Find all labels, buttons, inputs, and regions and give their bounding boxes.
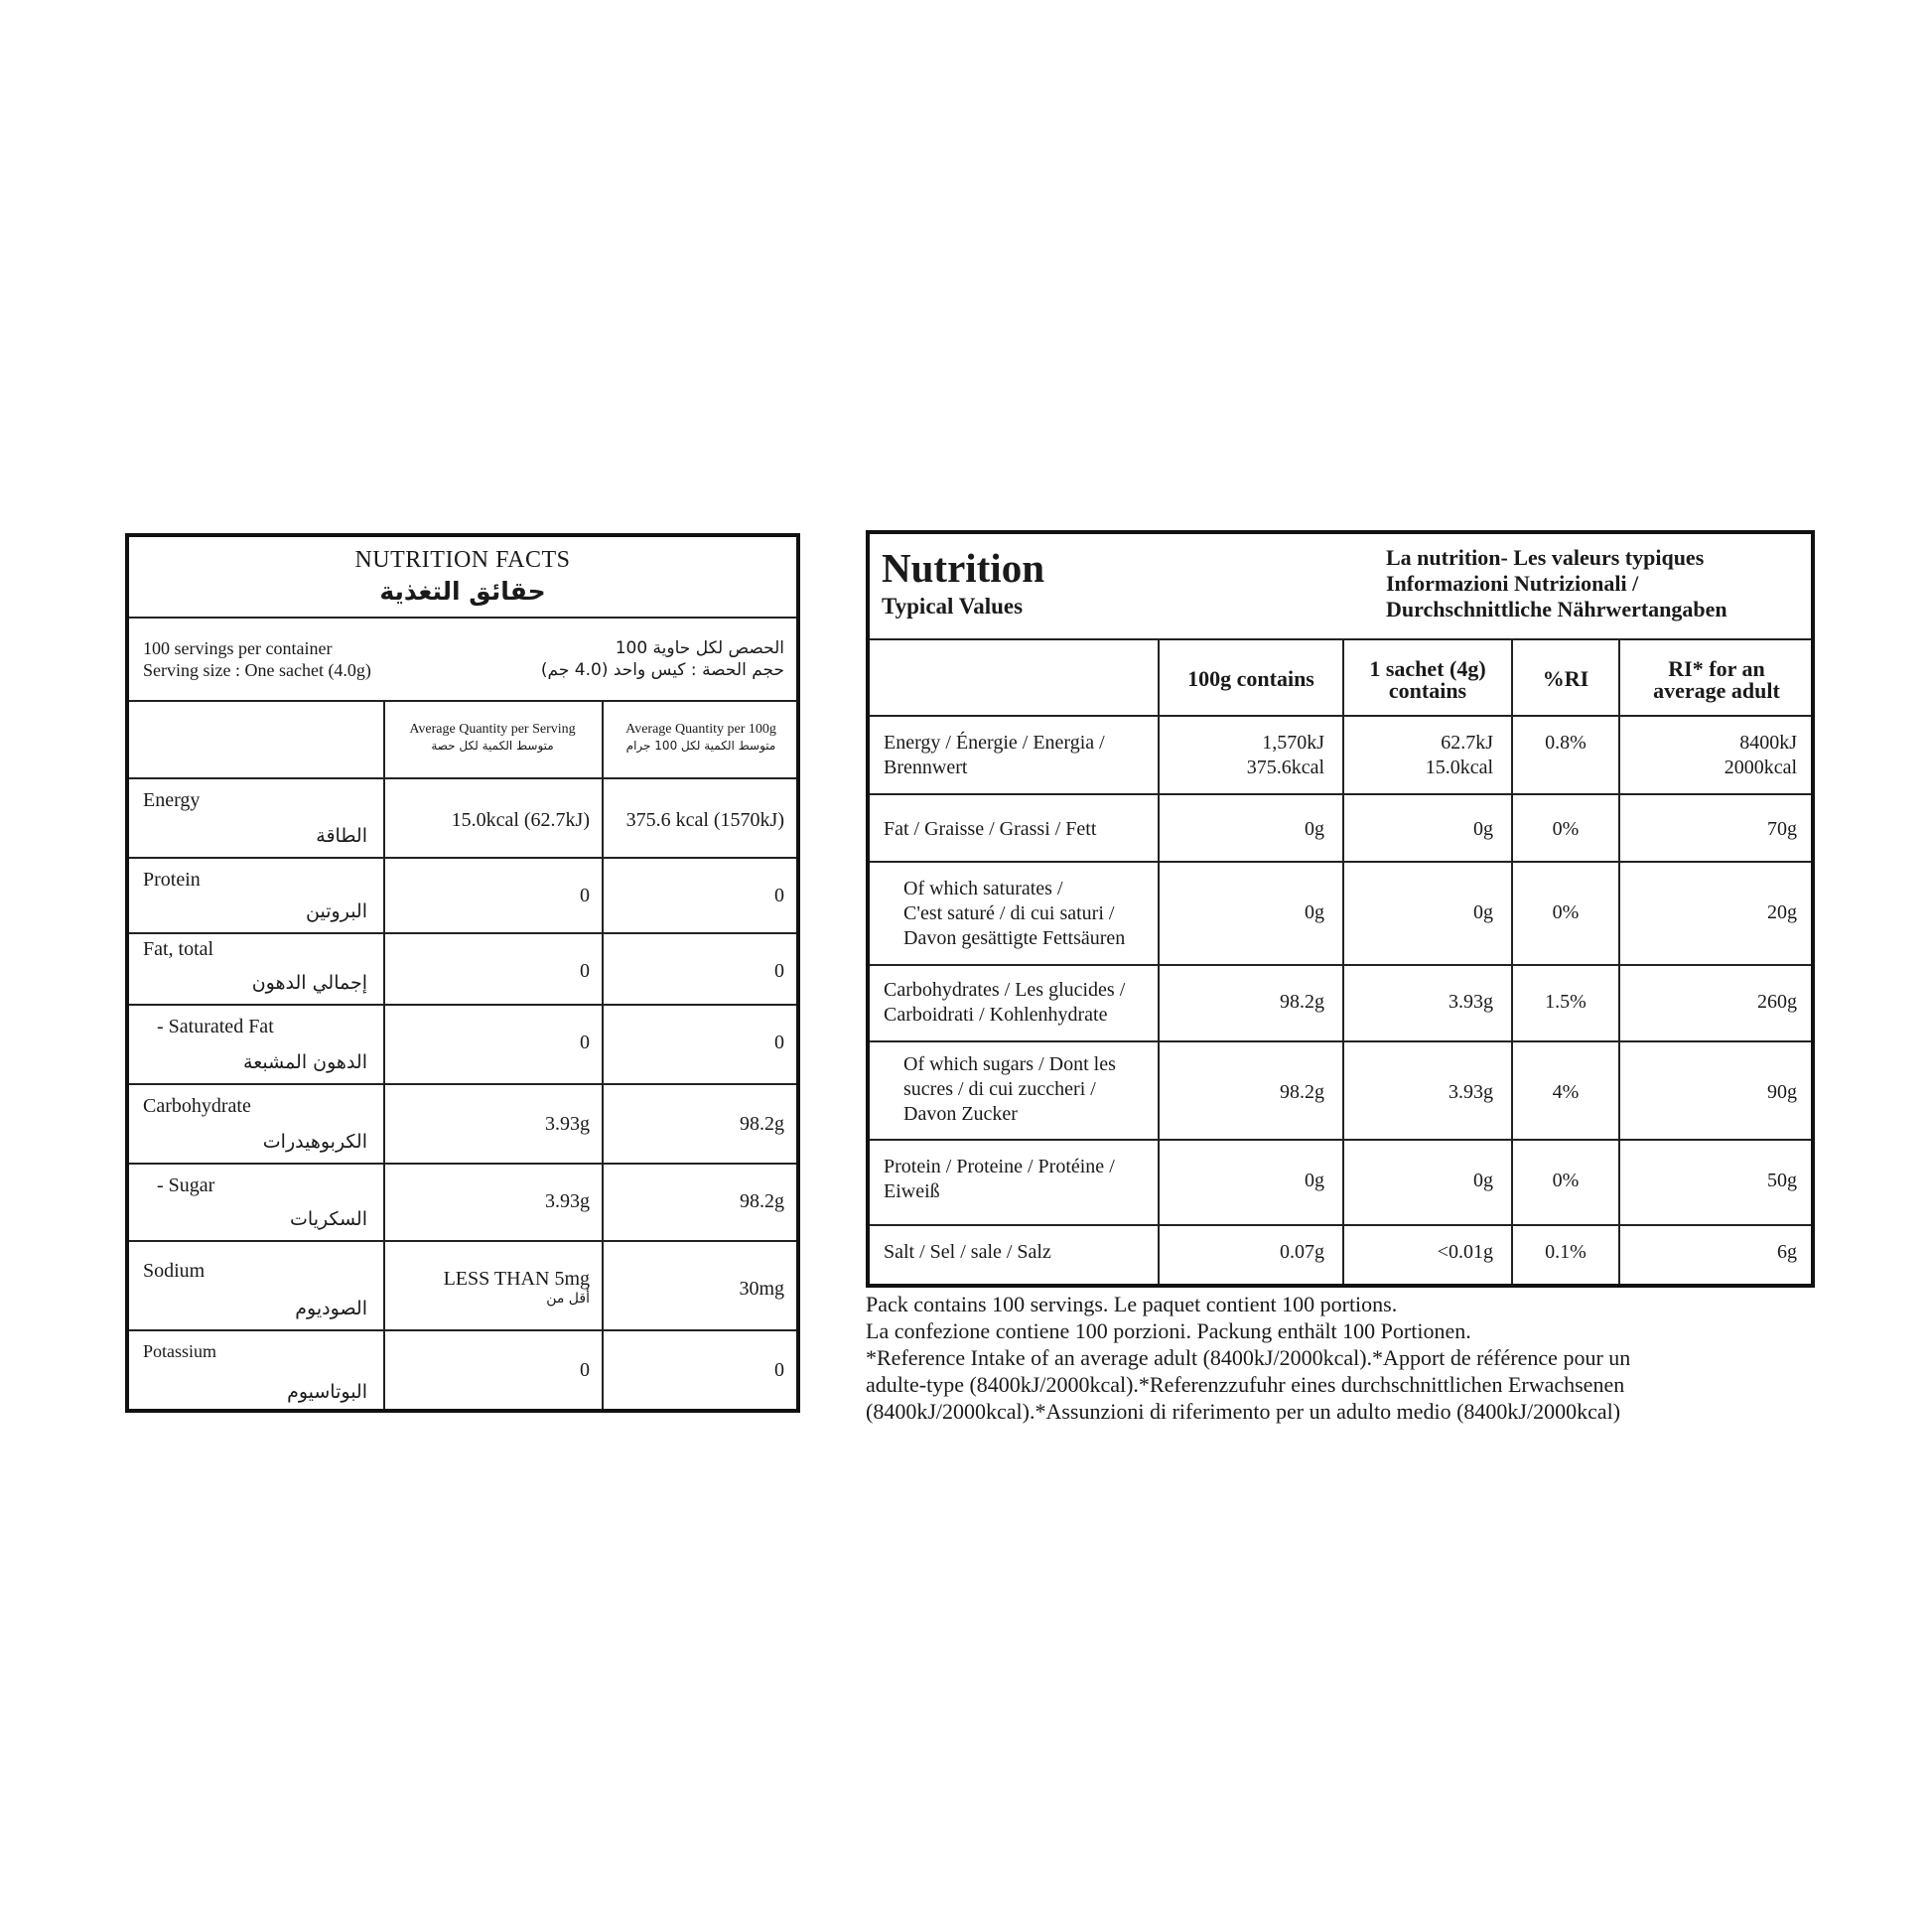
table-row (870, 795, 1811, 863)
value-100g: 98.2g (1280, 991, 1324, 1013)
value-per-serving: 0 (580, 1032, 590, 1053)
nutrition-facts-panel (125, 533, 800, 1413)
value-per-serving-en: LESS THAN 5mg (443, 1268, 590, 1290)
col-header-sachet-line2: contains (1388, 678, 1467, 703)
value-ri-pct: 0% (1552, 818, 1580, 840)
col-header-serving (385, 722, 600, 754)
nutrient-name-ar: الكربوهيدرات (262, 1131, 367, 1153)
column-divider (602, 702, 604, 1409)
header-line-it: Informazioni Nutrizionali / (1386, 571, 1639, 596)
col-header-ri-pct: %RI (1542, 666, 1589, 691)
footnote-line: Pack contains 100 servings. Le paquet contient 100 portions. (866, 1292, 1398, 1316)
column-divider (1158, 640, 1160, 1284)
column-divider (1342, 640, 1344, 1284)
multilingual-header (1386, 545, 1727, 622)
column-header-row (870, 640, 1811, 717)
title-ar: حقائق التغذية (379, 577, 546, 606)
value-per-100g: 375.6 kcal (1570kJ) (625, 809, 784, 831)
title-en: NUTRITION FACTS (354, 547, 571, 573)
value-per-serving: 15.0kcal (62.7kJ) (451, 809, 590, 831)
column-header-row (129, 702, 796, 779)
value-line: 375.6kcal (1246, 757, 1324, 778)
nutrient-name (903, 1052, 1116, 1127)
value-per-serving (444, 1268, 590, 1307)
table-row (870, 1042, 1811, 1141)
table-row (129, 779, 796, 859)
table-row (129, 1331, 796, 1413)
nutrient-name-ar: البوتاسيوم (287, 1381, 367, 1403)
value-ri-pct: 0.8% (1545, 732, 1587, 754)
nutrient-name-line: Davon Zucker (903, 1103, 1018, 1125)
value-sachet: 3.93g (1449, 1081, 1493, 1103)
col-header-100g-en: Average Quantity per 100g (625, 722, 776, 737)
nutrient-name (884, 1155, 1115, 1204)
value-per-100g: 0 (774, 885, 784, 906)
nutrient-name-ar: الصوديوم (295, 1298, 367, 1319)
value-per-serving: 0 (580, 960, 590, 982)
footnote-line: adulte-type (8400kJ/2000kcal).*Referenzzufuhr eines durchschnittlichen Erwachsenen (866, 1372, 1625, 1397)
value-ri: 50g (1767, 1170, 1797, 1191)
footnote (866, 1291, 1811, 1425)
value-ri-pct: 0% (1552, 901, 1580, 923)
nutrient-name-en: - Sugar (157, 1174, 215, 1196)
footnote-line: (8400kJ/2000kcal).*Assunzioni di riferimento per un adulto medio (8400kJ/2000kcal) (866, 1399, 1621, 1424)
value-sachet: 0g (1473, 818, 1493, 840)
nutrition-typical-values-panel (866, 530, 1815, 1288)
column-divider (1618, 640, 1620, 1284)
nutrient-name-line: Davon gesättigte Fettsäuren (903, 927, 1126, 949)
table-row (870, 717, 1811, 795)
serving-size-en: Serving size : One sachet (4.0g) (143, 660, 371, 680)
servings-per-container-ar: الحصص لكل حاوية 100 (615, 638, 784, 658)
value-ri-pct: 0% (1552, 1170, 1580, 1191)
nutrient-name-en: Sodium (143, 1260, 206, 1282)
value-per-serving: 3.93g (545, 1190, 590, 1212)
column-divider (383, 702, 385, 1409)
value-ri (1725, 731, 1797, 780)
value-ri: 260g (1757, 991, 1797, 1013)
table-row (870, 863, 1811, 966)
header-line-fr: La nutrition- Les valeurs typiques (1386, 545, 1705, 570)
nutrient-name-en: Energy (143, 789, 201, 811)
value-per-serving-ar: أقل من (546, 1291, 590, 1307)
footnote-line: *Reference Intake of an average adult (8400kJ/2000kcal).*Apport de référence pour un (866, 1345, 1631, 1370)
value-per-serving: 0 (580, 885, 590, 906)
table-row (870, 966, 1811, 1042)
value-ri-pct: 1.5% (1545, 991, 1587, 1013)
nutrient-name-ar: الطاقة (316, 825, 367, 847)
column-divider (1511, 640, 1513, 1284)
value-ri: 20g (1767, 901, 1797, 923)
nutrient-name-ar: البروتين (306, 900, 367, 922)
value-sachet: <0.01g (1437, 1241, 1493, 1263)
footnote-line: La confezione contiene 100 porzioni. Packung enthält 100 Portionen. (866, 1318, 1471, 1343)
nutrient-name-en: Carbohydrate (143, 1095, 251, 1117)
col-header-ri (1620, 658, 1813, 702)
col-header-serving-ar: متوسط الكمية لكل حصة (431, 739, 554, 753)
table-row (129, 1165, 796, 1242)
nutrient-name (903, 877, 1125, 951)
nutrient-name-line: Of which saturates / (903, 878, 1063, 899)
value-ri: 90g (1767, 1081, 1797, 1103)
nutrient-name-en: Potassium (143, 1341, 217, 1361)
nutrient-name (884, 731, 1105, 780)
col-header-sachet-line1: 1 sachet (4g) (1369, 656, 1486, 681)
table-row (129, 934, 796, 1006)
value-sachet: 3.93g (1449, 991, 1493, 1013)
nutrient-name-line: Carboidrati / Kohlenhydrate (884, 1004, 1108, 1026)
value-sachet: 0g (1473, 901, 1493, 923)
nutrient-name-ar: إجمالي الدهون (251, 972, 367, 994)
value-line: 15.0kcal (1425, 757, 1493, 778)
col-header-100g (604, 722, 798, 754)
nutrient-name-en: Protein (143, 869, 201, 891)
serving-size-ar: حجم الحصة : كيس واحد (4.0 جم) (540, 660, 784, 680)
col-header-ri-line1: RI* for an (1668, 656, 1765, 681)
table-row (870, 1141, 1811, 1226)
value-per-100g: 30mg (739, 1278, 784, 1300)
nutrient-name-ar: السكريات (290, 1208, 367, 1230)
value-100g: 0g (1305, 901, 1324, 923)
value-per-100g: 98.2g (740, 1190, 784, 1212)
servings-per-container-en: 100 servings per container (143, 638, 333, 658)
nutrient-name-line: C'est saturé / di cui saturi / (903, 902, 1115, 924)
value-100g: 0g (1305, 818, 1324, 840)
nutrient-name: Salt / Sel / sale / Salz (884, 1241, 1051, 1263)
value-100g: 0g (1305, 1170, 1324, 1191)
value-per-100g: 0 (774, 960, 784, 982)
nutrient-name-line: Brennwert (884, 757, 968, 778)
nutrient-name-en: Fat, total (143, 938, 214, 960)
nutrient-name (884, 978, 1125, 1028)
nutrient-name-en: - Saturated Fat (157, 1016, 274, 1037)
panel-subtitle: Typical Values (882, 594, 1024, 619)
table-row (129, 1085, 796, 1165)
nutrient-name-line: Carbohydrates / Les glucides / (884, 979, 1126, 1001)
table-row (129, 1242, 796, 1331)
nutrient-name: Fat / Graisse / Grassi / Fett (884, 818, 1097, 840)
nutrient-name-line: Eiweiß (884, 1180, 940, 1202)
servings-row (129, 619, 796, 702)
value-line: 2000kcal (1724, 757, 1797, 778)
value-ri-pct: 4% (1552, 1081, 1580, 1103)
col-header-serving-en: Average Quantity per Serving (409, 722, 576, 737)
value-line: 1,570kJ (1262, 732, 1324, 754)
title-row (129, 537, 796, 619)
header-line-de: Durchschnittliche Nährwertangaben (1386, 597, 1727, 621)
col-header-sachet (1344, 658, 1511, 702)
value-sachet: 0g (1473, 1170, 1493, 1191)
table-row (870, 1226, 1811, 1288)
value-ri: 6g (1777, 1241, 1797, 1263)
value-per-100g: 0 (774, 1359, 784, 1381)
col-header-100g-ar: متوسط الكمية لكل 100 جرام (625, 739, 776, 753)
value-per-serving: 0 (580, 1359, 590, 1381)
table-row (129, 1006, 796, 1085)
table-row (129, 859, 796, 934)
value-per-100g: 98.2g (740, 1113, 784, 1135)
col-header-100g: 100g contains (1187, 666, 1314, 691)
col-header-ri-line2: average adult (1653, 678, 1780, 703)
value-line: 62.7kJ (1441, 732, 1493, 754)
value-ri-pct: 0.1% (1545, 1241, 1587, 1263)
nutrient-name-line: sucres / di cui zuccheri / (903, 1078, 1096, 1100)
value-100g: 0.07g (1280, 1241, 1324, 1263)
panel-title: Nutrition (882, 545, 1044, 591)
nutrient-name-line: Of which sugars / Dont les (903, 1053, 1116, 1075)
value-ri: 70g (1767, 818, 1797, 840)
value-100g (1247, 731, 1324, 780)
nutrient-name-ar: الدهون المشبعة (243, 1051, 367, 1073)
title-row (870, 534, 1811, 640)
value-sachet (1426, 731, 1493, 780)
value-per-serving: 3.93g (545, 1113, 590, 1135)
value-line: 8400kJ (1739, 732, 1797, 754)
nutrient-name-line: Energy / Énergie / Energia / (884, 732, 1105, 754)
value-per-100g: 0 (774, 1032, 784, 1053)
value-100g: 98.2g (1280, 1081, 1324, 1103)
nutrient-name-line: Protein / Proteine / Protéine / (884, 1156, 1115, 1177)
